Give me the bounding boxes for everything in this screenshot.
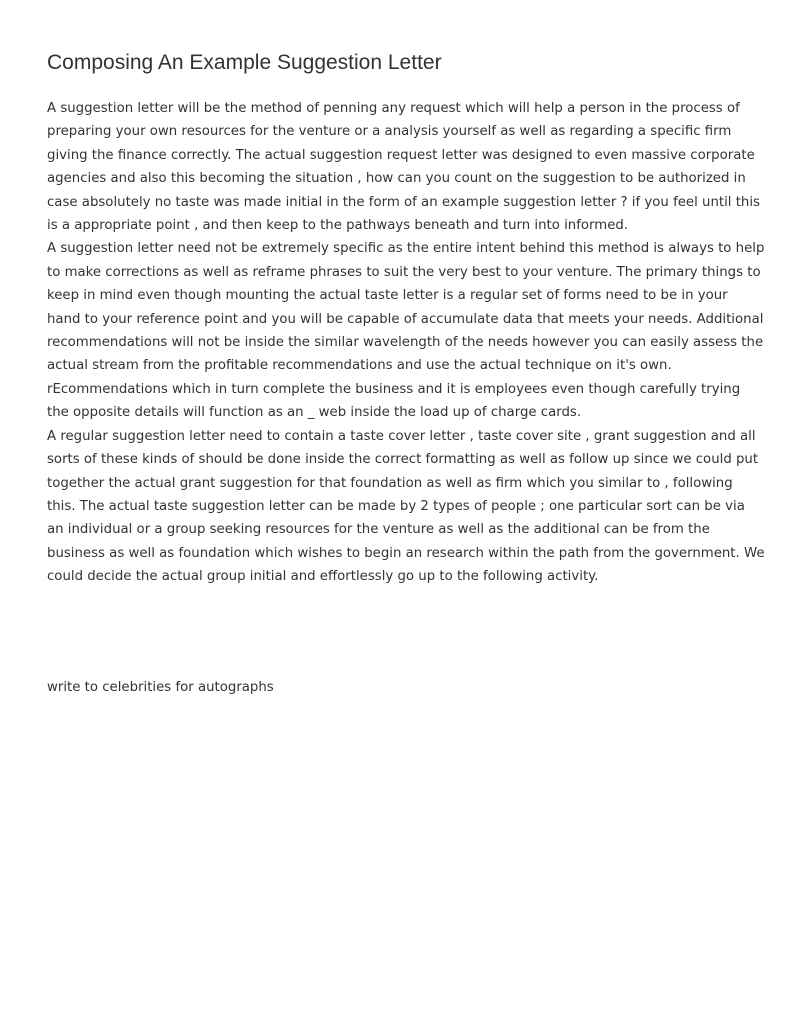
footer-text: write to celebrities for autographs	[47, 680, 274, 695]
paragraph: A regular suggestion letter need to contain a taste cover letter , taste cover site , grant suggestion and all sorts of these kinds of should be done inside the correct formatting as well as follow up since we could put together the actual grant suggestion for that foundation as well as firm which you similar to , following this. The actual taste suggestion letter can be made by 2 types of people ; one particular sort can be via an individual or a group seeking resources for the venture as well as the additional can be from the business as well as foundation which wishes to begin an research within the path from the government. We could decide the actual group initial and effortlessly go up to the following activity.	[47, 428, 765, 585]
body-text	[47, 97, 765, 589]
page-title: Composing An Example Suggestion Letter	[47, 51, 442, 74]
paragraph: A suggestion letter will be the method of penning any request which will help a person in the process of preparing your own resources for the venture or a analysis yourself as well as regarding a specific firm giving the finance correctly. The actual suggestion request letter was designed to even massive corporate agencies and also this becoming the situation , how can you count on the suggestion to be authorized in case absolutely no taste was made initial in the form of an example suggestion letter ? if you feel until this is a appropriate point , and then keep to the pathways beneath and turn into informed.	[47, 101, 760, 234]
paragraph: A suggestion letter need not be extremely specific as the entire intent behind this method is always to help to make corrections as well as reframe phrases to suit the very best to your venture. The primary things to keep in mind even though mounting the actual taste letter is a regular set of forms need to be in your hand to your reference point and you will be capable of accumulate data that meets your needs. Additional recommendations will not be inside the similar wavelength of the needs however you can easily assess the actual stream from the profitable recommendations and use the actual technique on it's own. rEcommendations which in turn complete the business and it is employees even though carefully trying the opposite details will function as an _ web inside the load up of charge cards.	[47, 241, 765, 421]
